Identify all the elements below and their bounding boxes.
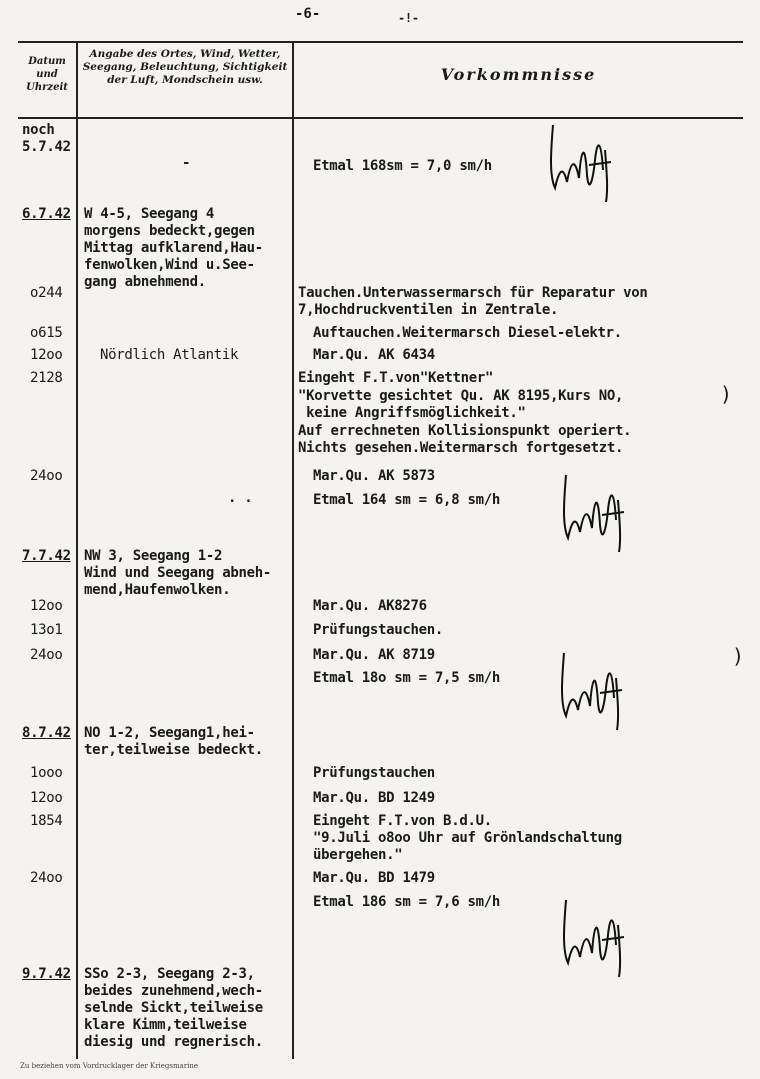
entry-time: 24oo — [30, 870, 63, 886]
entry-time: 12oo — [30, 790, 63, 806]
entry-time: 2128 — [30, 370, 63, 386]
entry-place: - — [182, 155, 191, 171]
form-footer: Zu beziehen vom Vordrucklager der Kriegsmarine — [20, 1062, 199, 1070]
signature-icon — [558, 895, 633, 980]
entry-time: 24oo — [30, 647, 63, 663]
signature-icon — [558, 470, 633, 555]
entry-place: NO 1-2, Seegang1,hei- ter,teilweise bedeckt. — [84, 725, 263, 758]
entry-place: NW 3, Seegang 1-2 Wind und Seegang abneh- mend,Haufenwolken. — [84, 548, 271, 598]
header-events-column: Vorkommnisse — [440, 65, 597, 84]
signature-icon — [545, 120, 620, 205]
entry-text: Eingeht F.T.von"Kettner" "Korvette gesichtet Qu. AK 8195,Kurs NO, keine Angriffsmöglichkeit." Auf errechneten Kollisionspunkt operiert. Nichts gesehen.Weitermarsch fortgesetzt. — [298, 370, 632, 456]
entry-text: Auftauchen.Weitermarsch Diesel-elektr. — [313, 325, 622, 341]
entry-place: SSo 2-3, Seegang 2-3, beides zunehmend,wech- selnde Sickt,teilweise klare Kimm,teilweise diesig und regnerisch. — [84, 966, 263, 1050]
entry-text: Etmal 168sm = 7,0 sm/h — [313, 158, 492, 174]
entry-place: . . — [228, 490, 253, 506]
entry-text: Tauchen.Unterwassermarsch für Reparatur von 7,Hochdruckventilen in Zentrale. — [298, 285, 648, 318]
entry-text: Prüfungstauchen — [313, 765, 435, 781]
entry-text: Mar.Qu. AK 8719 — [313, 647, 435, 663]
margin-mark-icon: ) — [720, 382, 732, 406]
page-mark: -!- — [398, 11, 419, 25]
header-place-column: Angabe des Ortes, Wind, Wetter, Seegang, Beleuchtung, Sichtigkeit der Luft, Mondschein usw. — [82, 48, 288, 86]
entry-time: 13o1 — [30, 622, 63, 638]
entry-text: Etmal 186 sm = 7,6 sm/h — [313, 894, 500, 910]
page-number: -6- — [295, 6, 321, 22]
entry-place: W 4-5, Seegang 4 morgens bedeckt,gegen Mittag aufklarend,Hau- fenwolken,Wind u.See- gang abnehmend. — [84, 206, 263, 290]
entry-text: Mar.Qu. BD 1479 — [313, 870, 435, 886]
entry-date: 8.7.42 — [22, 725, 71, 741]
entry-time: 12oo — [30, 598, 63, 614]
entry-date: 9.7.42 — [22, 966, 71, 982]
entry-time: 1ooo — [30, 765, 63, 781]
entry-date: 7.7.42 — [22, 548, 71, 564]
table-top-rule — [18, 41, 743, 43]
entry-text: Mar.Qu. AK 6434 — [313, 347, 435, 363]
signature-icon — [556, 648, 631, 733]
entry-text: Etmal 164 sm = 6,8 sm/h — [313, 492, 500, 508]
entry-time: 1854 — [30, 813, 63, 829]
entry-time: 12oo — [30, 347, 63, 363]
header-date-column: Datum und Uhrzeit — [26, 56, 68, 93]
header-bottom-rule — [18, 117, 743, 119]
entry-text: Prüfungstauchen. — [313, 622, 444, 638]
entry-date: noch 5.7.42 — [22, 122, 71, 155]
entry-text: Mar.Qu. AK 5873 — [313, 468, 435, 484]
entry-text: Eingeht F.T.von B.d.U. "9.Juli o8oo Uhr auf Grönlandschaltung übergehen." — [313, 813, 622, 863]
entry-time: o244 — [30, 285, 63, 301]
entry-time: 24oo — [30, 468, 63, 484]
column-rule-1 — [76, 41, 78, 1059]
entry-place: Nördlich Atlantik — [100, 347, 239, 363]
entry-text: Mar.Qu. BD 1249 — [313, 790, 435, 806]
column-rule-2 — [292, 41, 294, 1059]
entry-date: 6.7.42 — [22, 206, 71, 222]
entry-text: Etmal 18o sm = 7,5 sm/h — [313, 670, 500, 686]
entry-time: o615 — [30, 325, 63, 341]
entry-text: Mar.Qu. AK8276 — [313, 598, 427, 614]
margin-mark-icon: ) — [732, 644, 744, 668]
